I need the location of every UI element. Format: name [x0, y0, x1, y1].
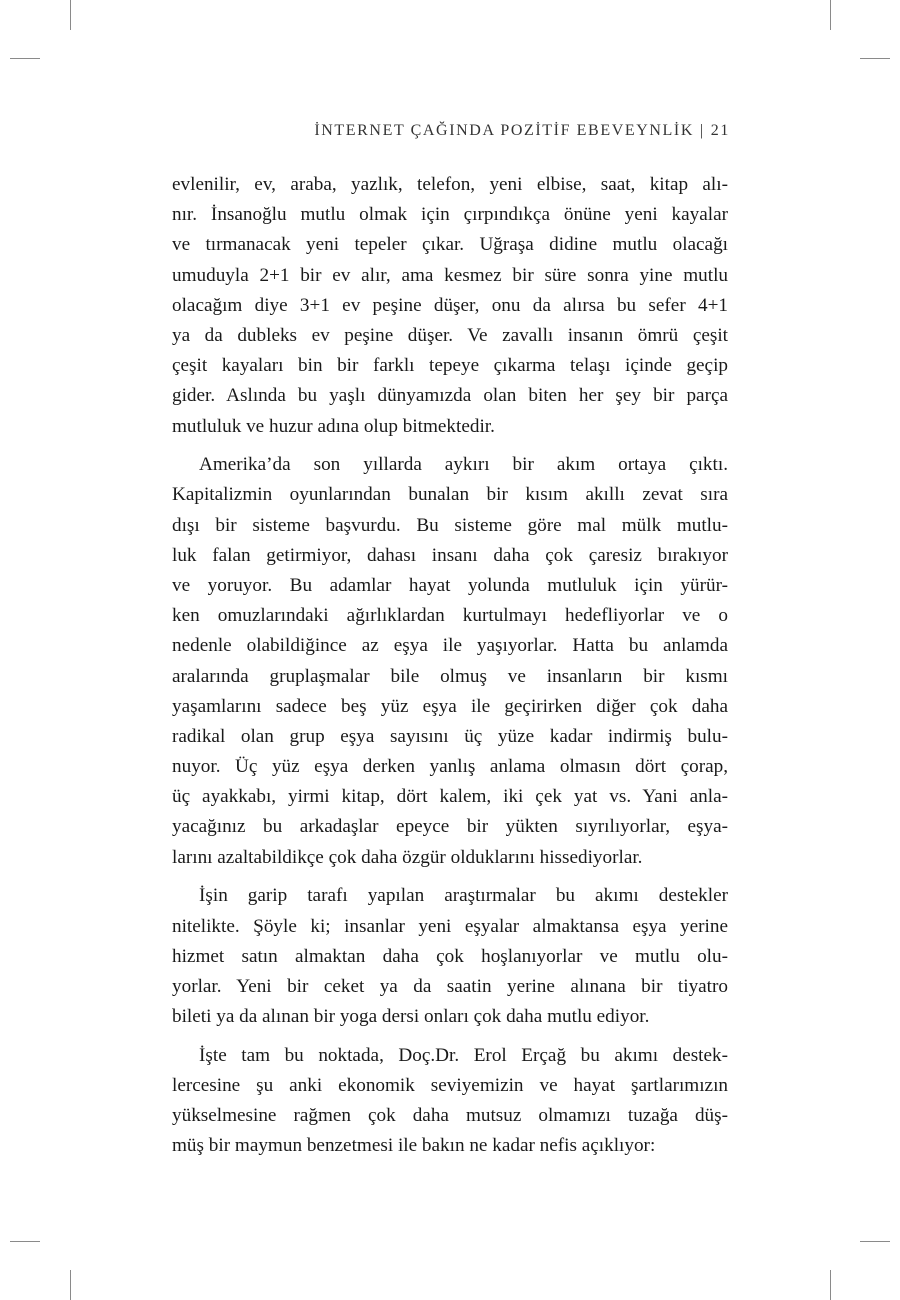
text-line: ken omuzlarındaki ağırlıklardan kurtulmayı hedefliyorlar ve o	[172, 605, 728, 627]
body-text	[172, 170, 728, 1170]
text-line: yacağınız bu arkadaşlar epeyce bir yükten sıyrılıyorlar, eşya-	[172, 816, 728, 838]
crop-mark-top-right	[830, 0, 831, 30]
text-line: aralarında gruplaşmalar bile olmuş ve insanların bir kısmı	[172, 665, 728, 687]
text-line: ya da dubleks ev peşine düşer. Ve zavallı insanın ömrü çeşit	[172, 324, 728, 346]
text-line: müş bir maymun benzetmesi ile bakın ne kadar nefis açıklıyor:	[172, 1135, 656, 1157]
text-line: gider. Aslında bu yaşlı dünyamızda olan biten her şey bir parça	[172, 385, 728, 407]
crop-mark-top-left	[70, 0, 71, 30]
page-number: 21	[710, 122, 730, 139]
text-line: luk falan getirmiyor, dahası insanı daha çok çaresiz bırakıyor	[172, 544, 728, 566]
text-line: İşte tam bu noktada, Doç.Dr. Erol Erçağ bu akımı destek-	[199, 1044, 728, 1066]
text-line: nır. İnsanoğlu mutlu olmak için çırpındıkça önüne yeni kayalar	[172, 204, 728, 226]
text-line: yaşamlarını sadece beş yüz eşya ile geçirirken diğer çok daha	[172, 695, 728, 717]
text-line: mutluluk ve huzur adına olup bitmektedir.	[172, 415, 495, 437]
text-line: İşin garip tarafı yapılan araştırmalar bu akımı destekler	[199, 885, 728, 907]
text-line: umuduyla 2+1 bir ev alır, ama kesmez bir süre sonra yine mutlu	[172, 264, 728, 286]
crop-mark-right-upper	[860, 58, 890, 59]
crop-mark-left-upper	[10, 58, 40, 59]
text-line: lercesine şu anki ekonomik seviyemizin ve hayat şartlarımızın	[172, 1074, 728, 1096]
text-line: Amerika’da son yıllarda aykırı bir akım ortaya çıktı.	[199, 454, 728, 476]
crop-mark-right-lower	[860, 1241, 890, 1242]
paragraph	[172, 450, 728, 873]
crop-mark-bottom-left	[70, 1270, 71, 1300]
header-separator: |	[699, 122, 705, 139]
text-line: yükselmesine rağmen çok daha mutsuz olmamızı tuzağa düş-	[172, 1105, 728, 1127]
text-line: üç ayakkabı, yirmi kitap, dört kalem, iki çek yat vs. Yani anla-	[172, 786, 728, 808]
paragraph	[172, 170, 728, 442]
crop-mark-left-lower	[10, 1241, 40, 1242]
text-line: nuyor. Üç yüz eşya derken yanlış anlama olmasın dört çorap,	[172, 756, 728, 778]
text-line: Kapitalizmin oyunlarından bunalan bir kısım akıllı zevat sıra	[172, 484, 728, 506]
text-line: nitelikte. Şöyle ki; insanlar yeni eşyalar almaktansa eşya yerine	[172, 915, 728, 937]
text-line: olacağım diye 3+1 ev peşine düşer, onu da alırsa bu sefer 4+1	[172, 294, 728, 316]
text-line: dışı bir sisteme başvurdu. Bu sisteme göre mal mülk mutlu-	[172, 514, 728, 536]
text-line: larını azaltabildikçe çok daha özgür olduklarını hissediyorlar.	[172, 846, 643, 868]
text-line: evlenilir, ev, araba, yazlık, telefon, yeni elbise, saat, kitap alı-	[172, 174, 728, 195]
text-line: yorlar. Yeni bir ceket ya da saatin yerine alınana bir tiyatro	[172, 975, 728, 997]
text-line: bileti ya da alınan bir yoga dersi onları çok daha mutlu ediyor.	[172, 1006, 650, 1028]
paragraph	[172, 1041, 728, 1162]
text-line: hizmet satın almaktan daha çok hoşlanıyorlar ve mutlu olu-	[172, 945, 728, 967]
paragraph	[172, 881, 728, 1032]
running-head	[170, 122, 730, 140]
text-line: ve tırmanacak yeni tepeler çıkar. Uğraşa didine mutlu olacağı	[172, 234, 728, 256]
book-title: İNTERNET ÇAĞINDA POZİTİF EBEVEYNLİK	[314, 122, 694, 139]
crop-mark-bottom-right	[830, 1270, 831, 1300]
text-line: çeşit kayaları bin bir farklı tepeye çıkarma telaşı içinde geçip	[172, 355, 728, 377]
text-line: radikal olan grup eşya sayısını üç yüze kadar indirmiş bulu-	[172, 725, 728, 747]
text-line: ve yoruyor. Bu adamlar hayat yolunda mutluluk için yürür-	[172, 574, 728, 596]
text-line: nedenle olabildiğince az eşya ile yaşıyorlar. Hatta bu anlamda	[172, 635, 728, 657]
